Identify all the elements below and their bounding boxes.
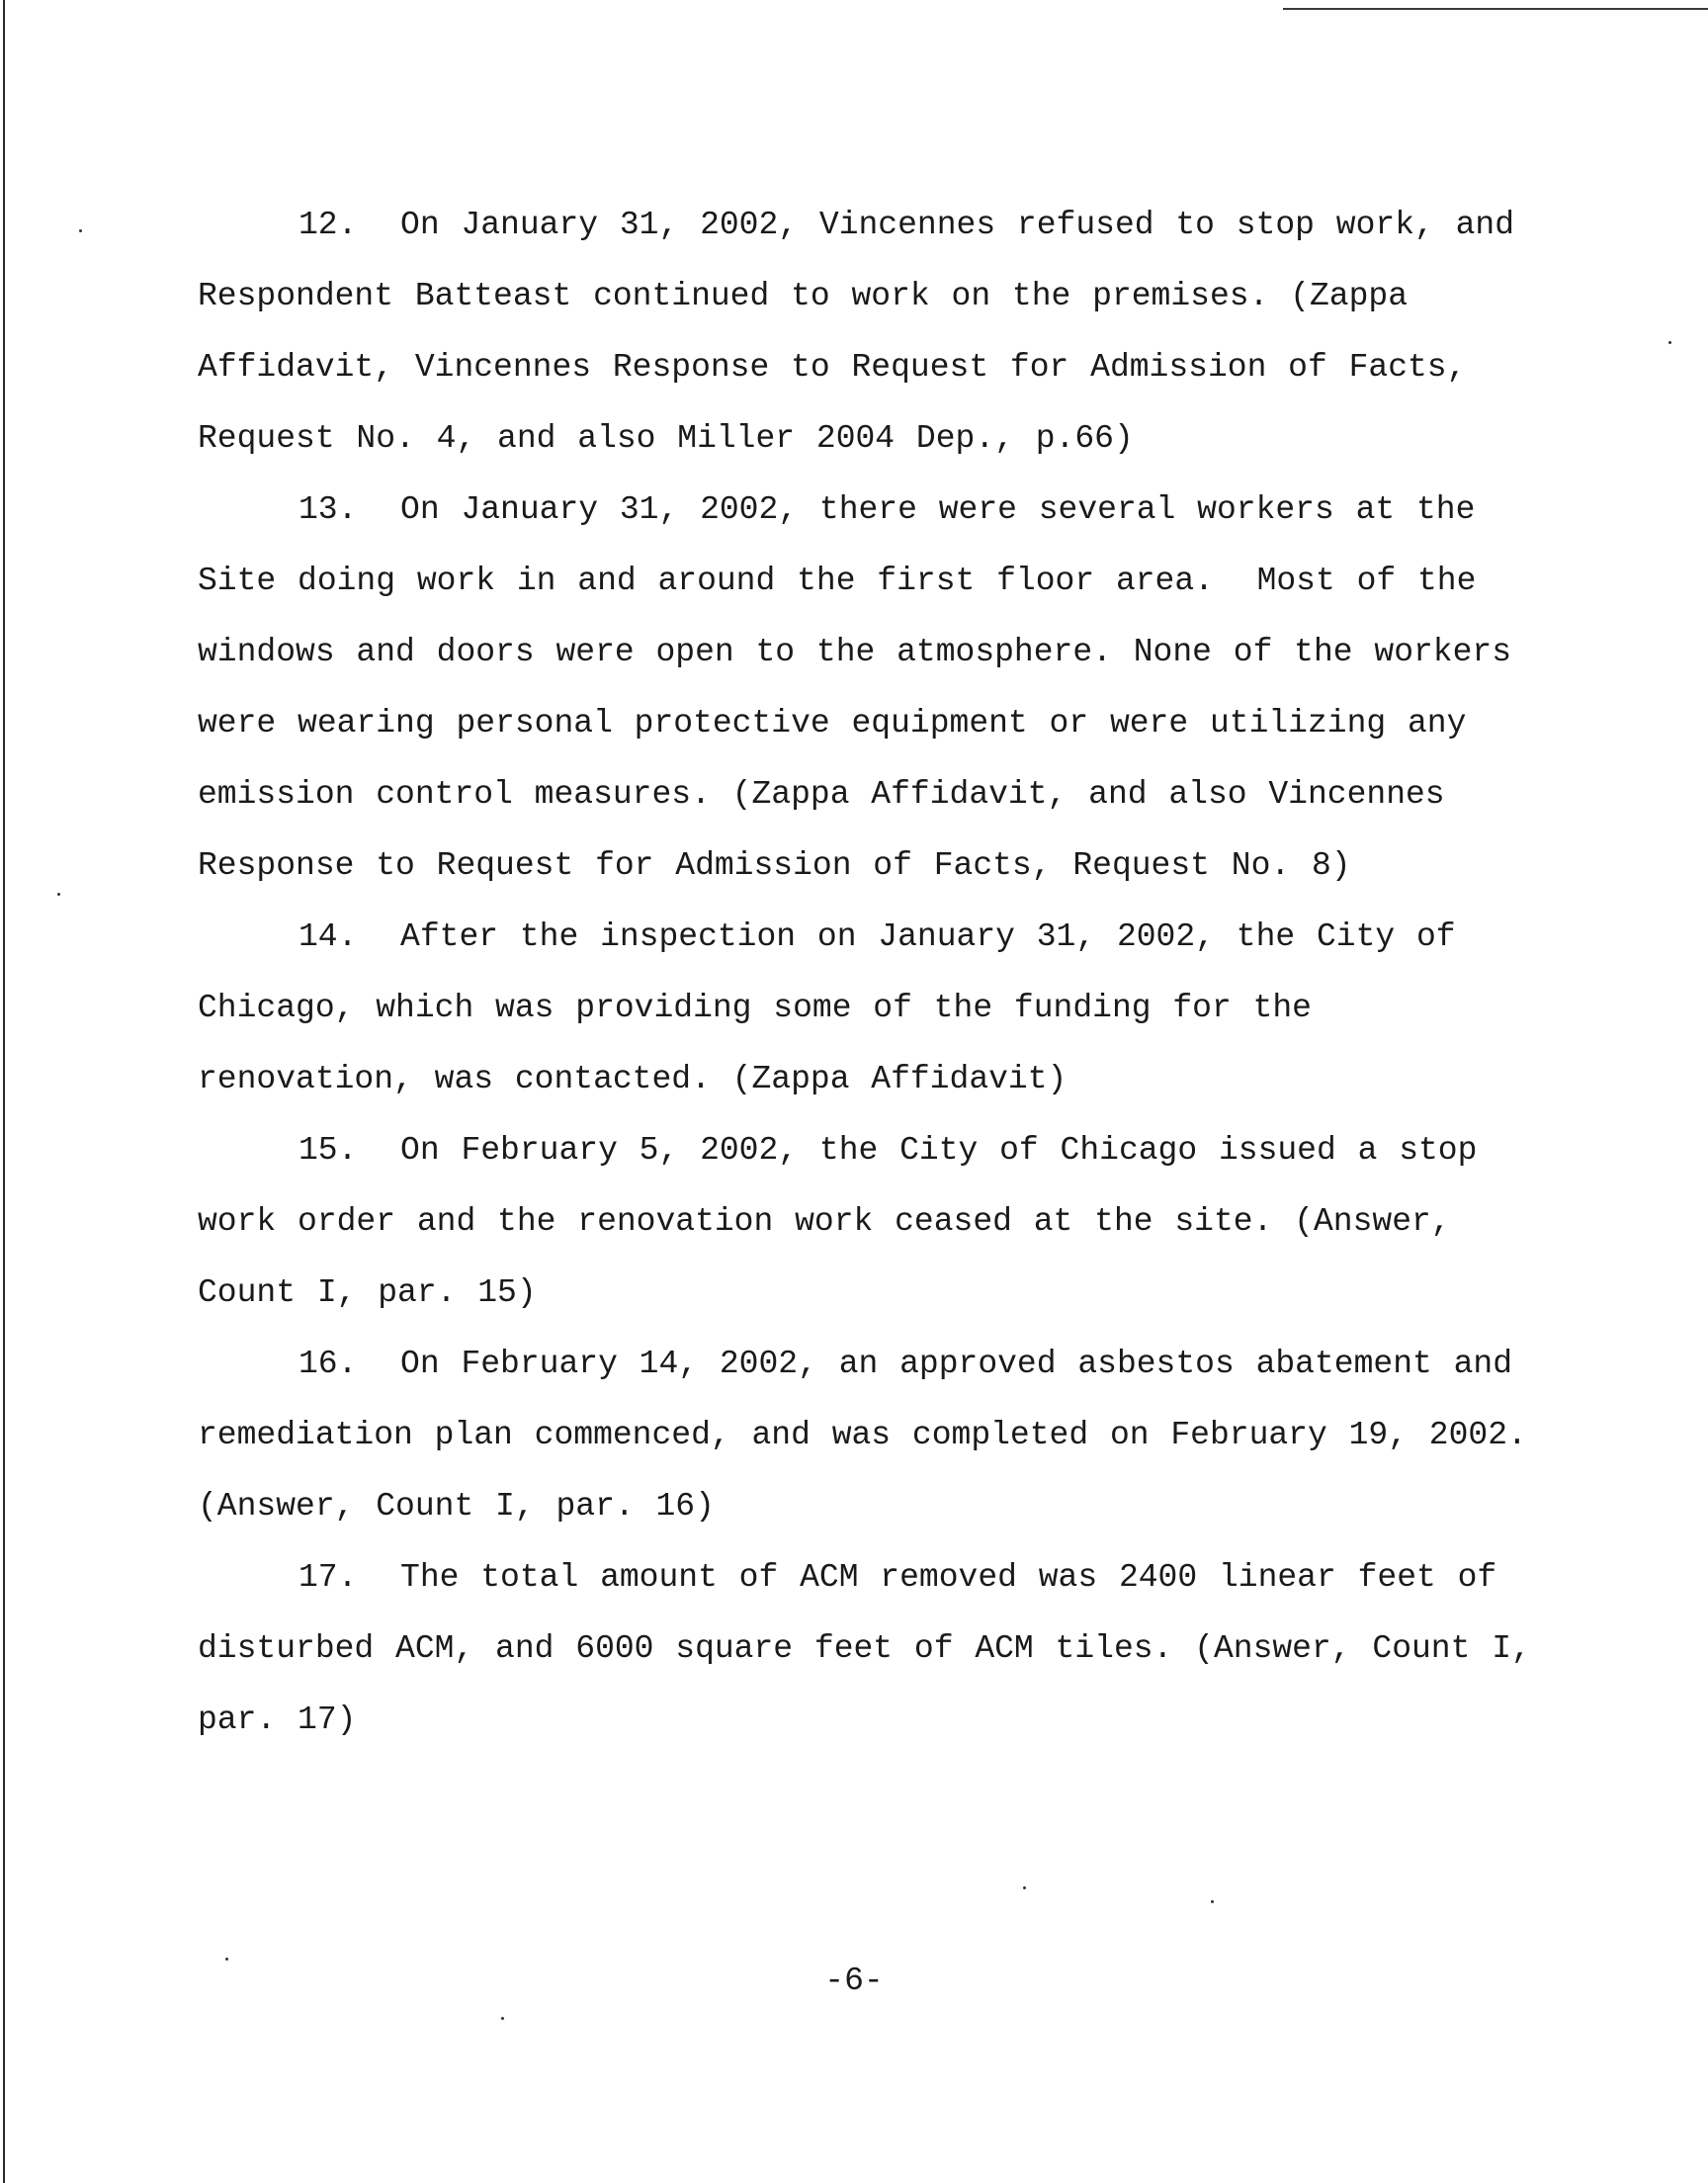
paragraph-number: 17. <box>299 1559 358 1596</box>
paragraph-text: On February 14, 2002, an approved asbestos abatement and remediation plan commenced, and was completed on February 19, 2002. (Answer, Count I, par. 16) <box>198 1346 1549 1525</box>
paragraph-text: On January 31, 2002, there were several workers at the Site doing work in and around the first floor area. Most of the windows and doors were open to the atmosphere. None of the workers were wearing personal protective equipment or were utilizing any emission control measures. (Zappa Affidavit, and also Vincennes Response to Request for Admission of Facts, Request No. 8) <box>198 491 1533 884</box>
paragraph-number: 13. <box>299 491 358 528</box>
paragraph-12 <box>198 190 1536 475</box>
scan-left-edge <box>3 0 5 2183</box>
paragraph-number: 12. <box>299 207 358 243</box>
scan-speck <box>501 2017 504 2020</box>
document-body <box>198 190 1553 1756</box>
paragraph-14 <box>198 902 1532 1115</box>
paragraph-15 <box>198 1115 1532 1329</box>
paragraph-number: 16. <box>299 1346 358 1382</box>
page-number: -6- <box>824 1963 884 1999</box>
paragraph-number: 14. <box>299 918 358 955</box>
scan-speck <box>79 229 82 232</box>
scan-speck <box>225 1958 228 1961</box>
paragraph-16 <box>198 1329 1549 1542</box>
paragraph-text: After the inspection on January 31, 2002, the City of Chicago, which was providing some of the funding for the renovation, was contacted. (Zappa Affidavit) <box>198 918 1478 1097</box>
scan-top-rule <box>1283 8 1708 10</box>
scan-speck <box>1023 1886 1026 1889</box>
scan-speck <box>1668 341 1671 344</box>
paragraph-17 <box>198 1542 1553 1756</box>
paragraph-text: On January 31, 2002, Vincennes refused to stop work, and Respondent Batteast continued to work on the premises. (Zappa Affidavit, Vincennes Response to Request for Admission of Facts, Request No. 4, and also Miller 2004 Dep., p.66) <box>198 207 1536 457</box>
scan-speck <box>1211 1900 1214 1903</box>
paragraph-text: On February 5, 2002, the City of Chicago issued a stop work order and the renovation work ceased at the site. (Answer, Count I, par. 15) <box>198 1132 1499 1311</box>
paragraph-13 <box>198 475 1532 902</box>
scan-speck <box>57 893 60 896</box>
paragraph-number: 15. <box>299 1132 358 1169</box>
paragraph-text: The total amount of ACM removed was 2400 linear feet of disturbed ACM, and 6000 square feet of ACM tiles. (Answer, Count I, par. 17) <box>198 1559 1553 1738</box>
